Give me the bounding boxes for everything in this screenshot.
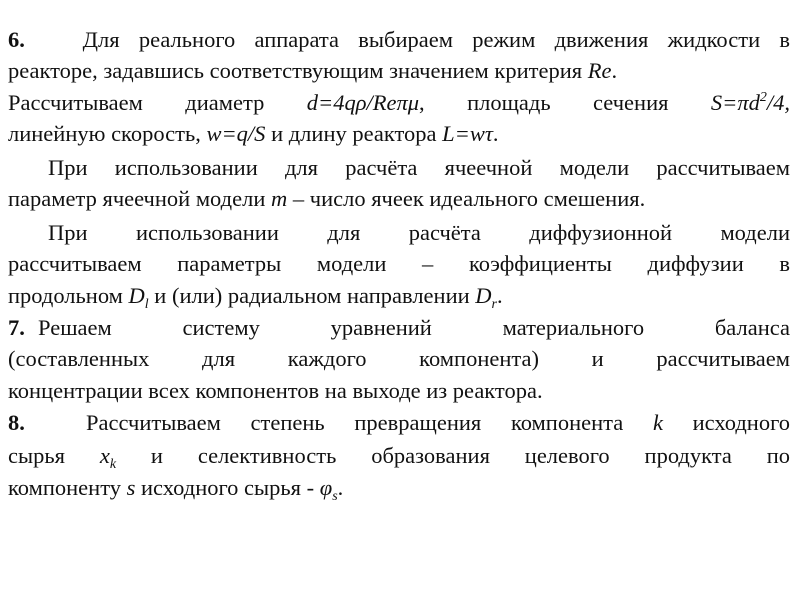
step6-line3 (8, 88, 790, 118)
step6-line5 (8, 153, 790, 183)
text: продольном (8, 283, 129, 308)
step7-number: 7. (8, 315, 25, 340)
step8-line2 (8, 441, 790, 471)
step7-line2 (8, 344, 790, 374)
dr-symbol: $D_r$ (475, 283, 497, 312)
text: Рассчитываем диаметр (8, 90, 307, 115)
text: линейную скорость, (8, 121, 207, 146)
text: . (497, 283, 503, 308)
step8-line1 (8, 408, 790, 438)
step7-line1 (8, 313, 790, 343)
s-symbol: s (126, 475, 136, 500)
step6-line8 (8, 249, 790, 279)
step7-line3 (8, 376, 790, 406)
step6-text: Для реального аппарата выбираем режим движения жидкости в (82, 27, 790, 52)
step6-line1 (8, 25, 790, 55)
text: При использовании для расчёта диффузионной модели (48, 220, 790, 245)
m-symbol: m (271, 186, 288, 211)
text: . (337, 475, 344, 500)
diameter-formula: d=4qρ/Reπμ (306, 90, 420, 115)
text: – число ячеек идеального смешения. (287, 186, 646, 211)
text: . (492, 121, 499, 146)
text: (составленных для каждого компонента) и рассчитываем (8, 346, 790, 371)
step6-line9 (8, 281, 790, 311)
step6-line4 (8, 119, 790, 149)
step7-text: Решаем системy уравнений материального баланса (38, 315, 790, 340)
text: , площадь сечения (419, 90, 711, 115)
text: сырья (8, 443, 100, 468)
text: компоненту (8, 475, 127, 500)
text: При использовании для расчёта ячеечной модели рассчитываем (48, 155, 790, 180)
text: рассчитываем параметры модели – коэффициенты диффузии в (8, 251, 790, 276)
text: реакторе, задавшись соответствующим значением критерия (8, 58, 588, 83)
re-symbol: Re (587, 58, 612, 83)
text: концентрации всех компонентов на выходе из реактора. (8, 378, 543, 403)
text: и селективность образования целевого продукта по (116, 443, 791, 468)
area-formula: $S=\pi d^2/4$, (710, 90, 790, 115)
text: и длину реактора (265, 121, 443, 146)
velocity-formula: w=q/S (206, 121, 266, 146)
step8-line3 (8, 473, 790, 503)
text: параметр ячеечной модели (8, 186, 271, 211)
length-formula: L=wτ (442, 121, 493, 146)
phi-s-symbol: $\varphi_s$ (319, 475, 338, 504)
k-symbol: k (652, 410, 663, 435)
step6-line2 (8, 56, 790, 86)
text: . (611, 58, 618, 83)
text: и (или) радиальном направлении (148, 283, 476, 308)
text: Рассчитываем степень превращения компонента (86, 410, 653, 435)
text: исходного сырья - (135, 475, 320, 500)
step6-line7 (8, 218, 790, 248)
step6-number: 6. (8, 27, 25, 52)
text: исходного (662, 410, 791, 435)
step8-number: 8. (8, 410, 25, 435)
step6-line6 (8, 184, 790, 214)
dl-symbol: $D_l$ (128, 283, 149, 312)
xk-symbol: $x_k$ (99, 443, 117, 472)
